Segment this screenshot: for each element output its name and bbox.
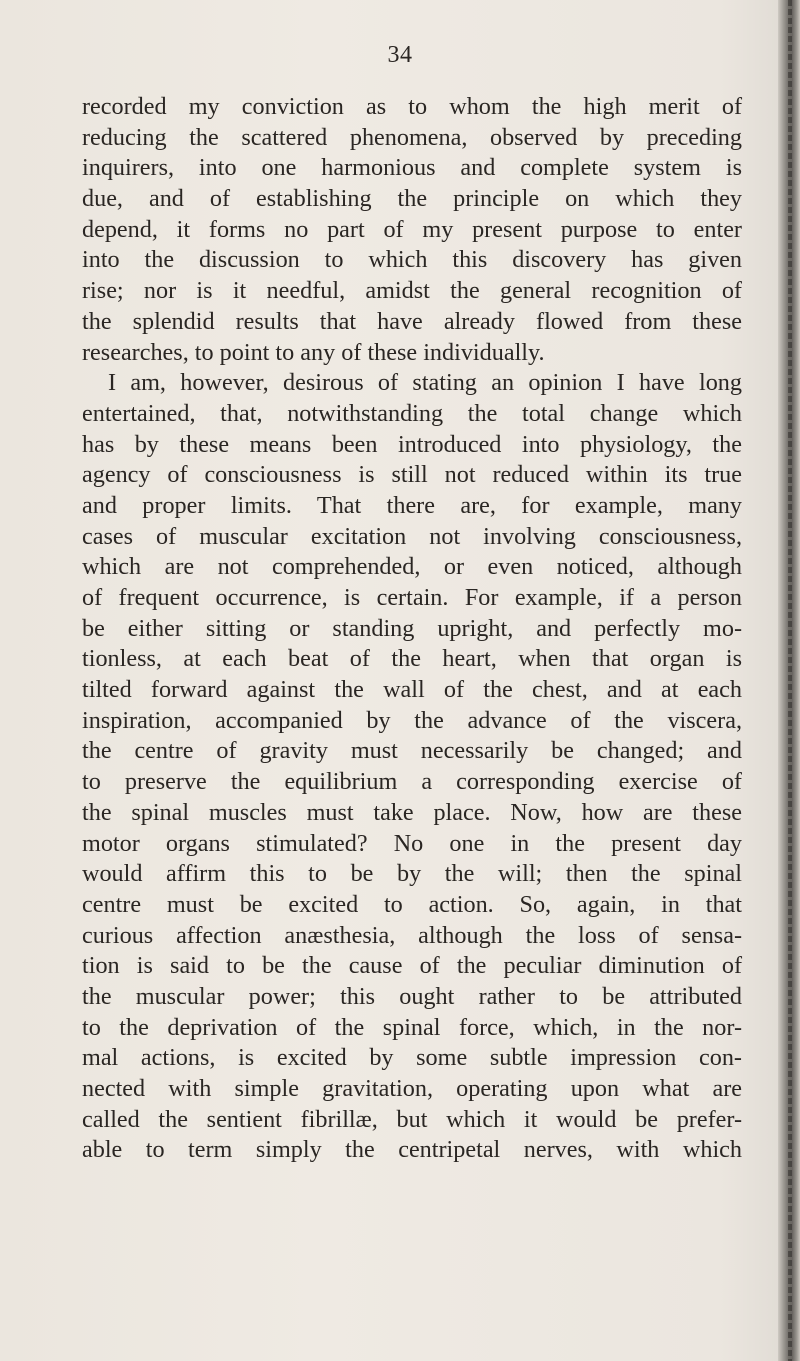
paragraph-start-line: I am, however, desirous of stating an opinion I have long (108, 369, 742, 397)
text-line: researches, to point to any of these individually. (82, 338, 545, 366)
text-line: motor organs stimulated? No one in the present day (82, 829, 742, 857)
text-line: the splendid results that have already flowed from these (82, 307, 742, 335)
page-number: 34 (387, 42, 413, 68)
text-line: due, and of establishing the principle on which they (82, 185, 742, 213)
text-line: has by these means been introduced into physiology, the (82, 430, 742, 458)
text-line: be either sitting or standing upright, and perfectly mo- (82, 614, 742, 642)
text-line: nected with simple gravitation, operating upon what are (82, 1075, 742, 1102)
text-line: curious affection anæsthesia, although the loss of sensa- (82, 921, 742, 949)
text-line: would affirm this to be by the will; then the spinal (82, 860, 742, 888)
text-line: into the discussion to which this discovery has given (82, 246, 742, 274)
text-line: the spinal muscles must take place. Now, how are these (82, 798, 742, 826)
text-line: entertained, that, notwithstanding the total change which (82, 399, 742, 427)
text-line: to preserve the equilibrium a corresponding exercise of (82, 768, 742, 796)
text-line: recorded my conviction as to whom the high merit of (82, 93, 742, 120)
text-line: called the sentient fibrillæ, but which it would be prefer- (82, 1105, 742, 1133)
text-line: able to term simply the centripetal nerves, with which (82, 1136, 742, 1164)
text-line: inquirers, into one harmonious and complete system is (82, 154, 742, 182)
text-line: the centre of gravity must necessarily be changed; and (82, 737, 742, 765)
text-line: tilted forward against the wall of the chest, and at each (82, 676, 742, 704)
text-line: of frequent occurrence, is certain. For example, if a person (82, 584, 742, 611)
text-line: the muscular power; this ought rather to be attributed (82, 982, 742, 1010)
text-line: to the deprivation of the spinal force, which, in the nor- (82, 1013, 742, 1041)
text-line: centre must be excited to action. So, again, in that (82, 890, 742, 918)
text-line: depend, it forms no part of my present purpose to enter (82, 215, 742, 243)
text-line: agency of consciousness is still not reduced within its true (82, 461, 742, 489)
page-edge-texture (788, 0, 792, 1361)
text-line: cases of muscular excitation not involving consciousness, (82, 522, 742, 550)
text-line: and proper limits. That there are, for example, many (82, 491, 742, 519)
text-line: mal actions, is excited by some subtle impression con- (82, 1044, 742, 1072)
text-line: inspiration, accompanied by the advance of the viscera, (82, 706, 742, 734)
text-line: tionless, at each beat of the heart, when that organ is (82, 645, 742, 673)
text-line: which are not comprehended, or even noticed, although (82, 553, 742, 581)
text-line: reducing the scattered phenomena, observed by preceding (82, 123, 742, 151)
body-text (82, 92, 742, 1166)
text-line: tion is said to be the cause of the peculiar diminution of (82, 952, 742, 980)
text-line: rise; nor is it needful, amidst the general recognition of (82, 277, 742, 305)
